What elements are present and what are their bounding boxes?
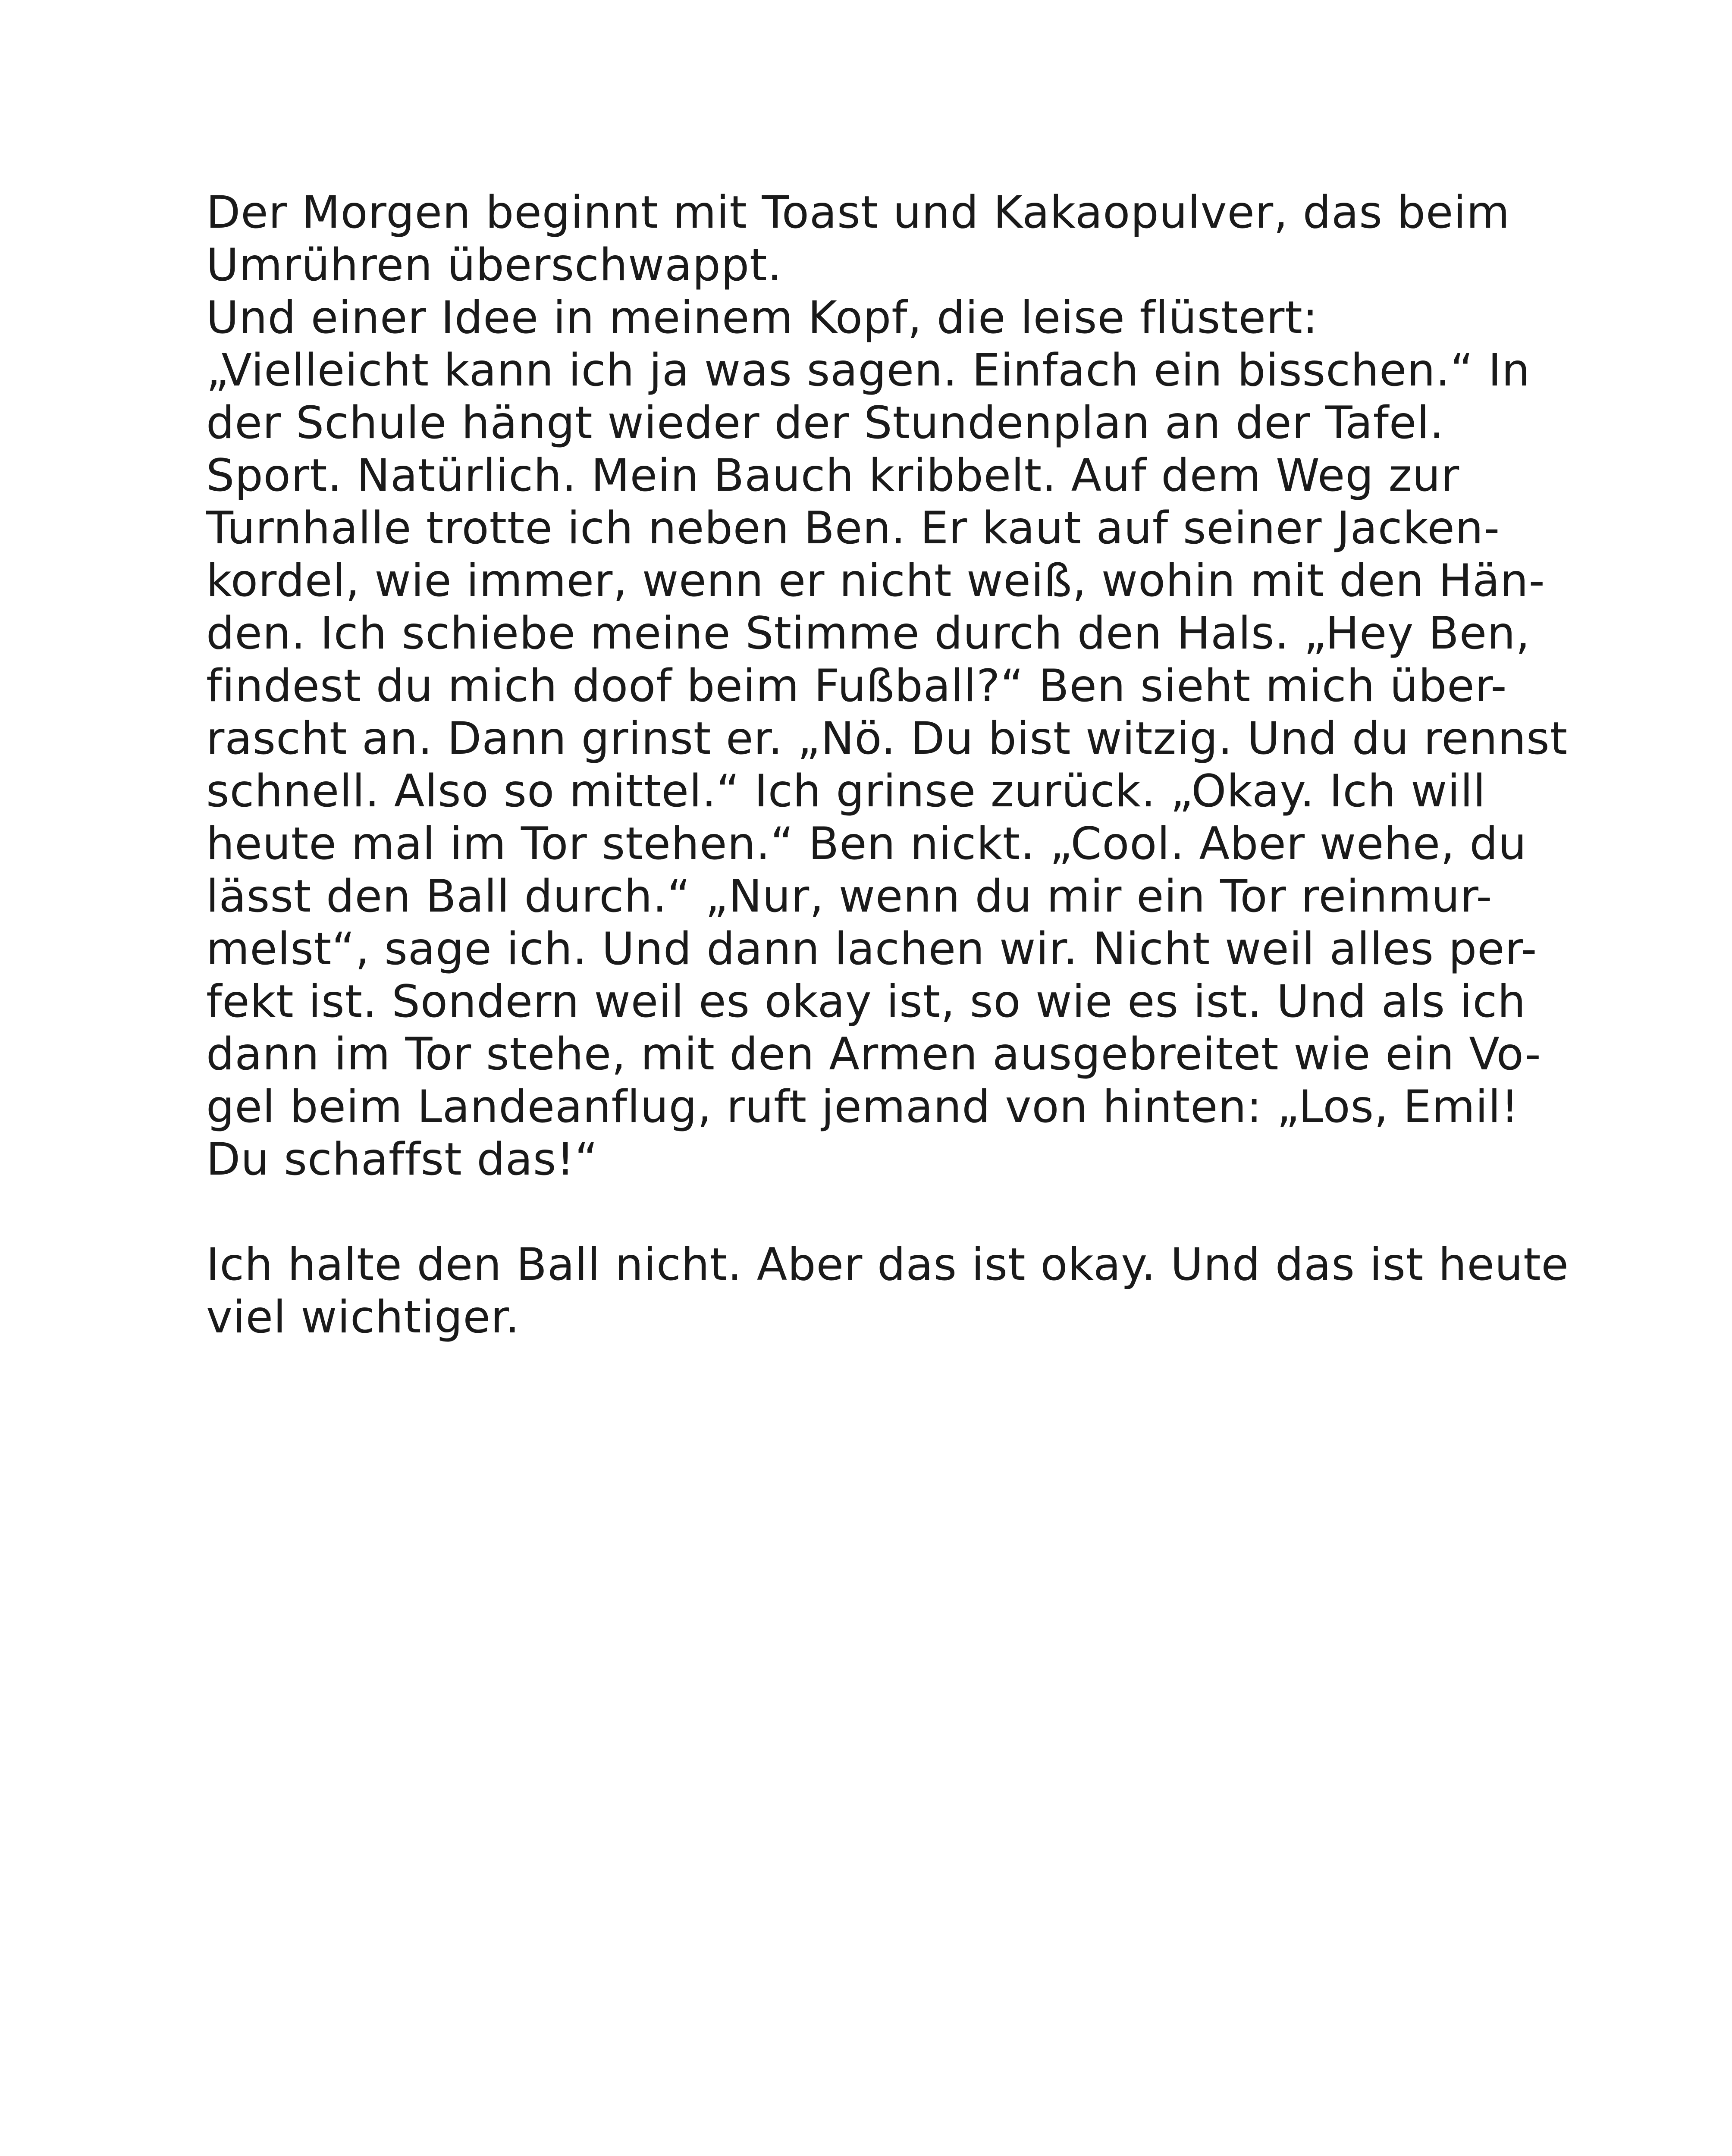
- text-line: heute mal im Tor stehen.“ Ben nickt. „Cool. Aber wehe, du: [206, 818, 1527, 870]
- text-line: Sport. Natürlich. Mein Bauch kribbelt. Auf dem Weg zur: [206, 450, 1460, 501]
- text-line: gel beim Landeanflug, ruft jemand von hinten: „Los, Emil!: [206, 1081, 1519, 1133]
- text-line: rascht an. Dann grinst er. „Nö. Du bist witzig. Und du rennst: [206, 713, 1568, 765]
- text-line: „Vielleicht kann ich ja was sagen. Einfach ein bisschen.“ In: [206, 345, 1531, 396]
- text-line: den. Ich schiebe meine Stimme durch den Hals. „Hey Ben,: [206, 608, 1531, 659]
- text-line: der Schule hängt wieder der Stundenplan an der Tafel.: [206, 397, 1444, 449]
- story-text: [206, 186, 1586, 1344]
- text-line: fekt ist. Sondern weil es okay ist, so wie es ist. Und als ich: [206, 976, 1526, 1028]
- text-line: lässt den Ball durch.“ „Nur, wenn du mir ein Tor reinmur-: [206, 871, 1493, 922]
- text-line: Der Morgen beginnt mit Toast und Kakaopulver, das beim: [206, 187, 1510, 238]
- text-line: Und einer Idee in meinem Kopf, die leise flüstert:: [206, 292, 1318, 344]
- text-line: findest du mich doof beim Fußball?“ Ben sieht mich über-: [206, 660, 1507, 712]
- paragraph-gap: [206, 1186, 1586, 1238]
- text-line: Du schaffst das!“: [206, 1134, 599, 1185]
- text-line: Turnhalle trotte ich neben Ben. Er kaut auf seiner Jacken-: [206, 502, 1500, 554]
- text-line: melst“, sage ich. Und dann lachen wir. Nicht weil alles per-: [206, 923, 1537, 975]
- text-line: dann im Tor stehe, mit den Armen ausgebreitet wie ein Vo-: [206, 1028, 1541, 1080]
- text-line: Umrühren überschwappt.: [206, 239, 782, 291]
- text-line: viel wichtiger.: [206, 1291, 520, 1343]
- text-line: Ich halte den Ball nicht. Aber das ist okay. Und das ist heute: [206, 1239, 1569, 1291]
- text-line: schnell. Also so mittel.“ Ich grinse zurück. „Okay. Ich will: [206, 765, 1486, 817]
- text-line: kordel, wie immer, wenn er nicht weiß, wohin mit den Hän-: [206, 555, 1545, 607]
